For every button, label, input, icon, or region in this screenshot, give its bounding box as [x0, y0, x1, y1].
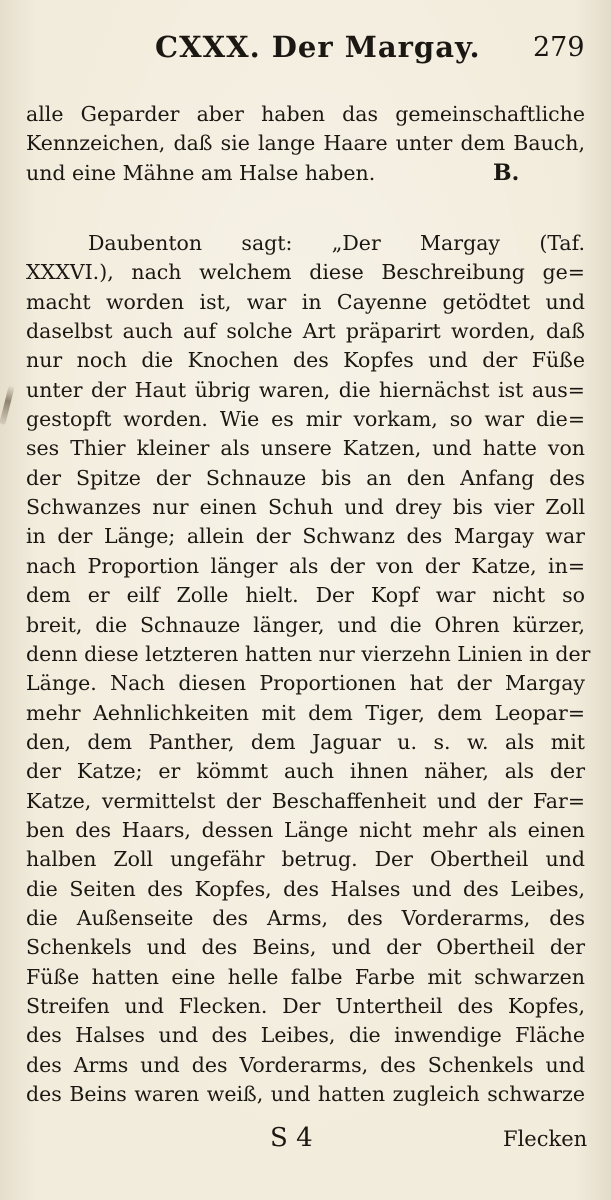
text-line: Schenkels und des Beins, und der Obertheil der: [26, 935, 585, 960]
signature-mark: S 4: [270, 1123, 313, 1153]
text-line: des Beins waren weiß, und hatten zugleich schwarze: [26, 1082, 585, 1106]
text-line: die Außenseite des Arms, des Vorderarms, des: [26, 905, 585, 930]
text-line: unter der Haut übrig waren, die hiernächst ist aus=: [26, 377, 585, 402]
running-head: [0, 30, 611, 74]
text-line: denn diese letzteren hatten nur vierzehn Linien in der: [26, 641, 591, 666]
text-line: des Arms und des Vorderarms, des Schenkels und: [26, 1052, 585, 1077]
text-line: der Katze; er kömmt auch ihnen näher, als der: [26, 759, 585, 784]
text-line: in der Länge; allein der Schwanz des Margay war: [26, 524, 585, 549]
text-line: gestopft worden. Wie es mir vorkam, so war die=: [26, 407, 585, 432]
page-footer: [0, 1123, 611, 1163]
chapter-title: CXXX. Der Margay.: [155, 30, 481, 64]
text-line: mehr Aehnlichkeiten mit dem Tiger, dem Leopar=: [26, 700, 585, 725]
text-line: nur noch die Knochen des Kopfes und der Füße: [26, 348, 585, 373]
text-line: Schwanzes nur einen Schuh und drey bis vier Zoll: [26, 495, 585, 520]
text-line: Streifen und Flecken. Der Untertheil des Kopfes,: [26, 993, 585, 1018]
margin-ink-mark: [0, 385, 15, 425]
paragraph-gap: [26, 188, 585, 229]
text-line: breit, die Schnauze länger, und die Ohren kürzer,: [26, 612, 585, 637]
text-line: Füße hatten eine helle falbe Farbe mit schwarzen: [26, 964, 585, 989]
text-line: XXXVI.), nach welchem diese Beschreibung ge=: [26, 260, 585, 285]
text-line: ses Thier kleiner als unsere Katzen, und hatte von: [26, 436, 585, 461]
text-line: ben des Haars, dessen Länge nicht mehr als einen: [26, 817, 585, 842]
text-line: Länge. Nach diesen Proportionen hat der Margay: [26, 671, 585, 696]
text-line: des Halses und des Leibes, die inwendige Fläche: [26, 1023, 585, 1048]
text-line: dem er eilf Zolle hielt. Der Kopf war nicht so: [26, 583, 585, 608]
text-line: den, dem Panther, dem Jaguar u. s. w. als mit: [26, 729, 585, 754]
text-line: und eine Mähne am Halse haben.: [26, 160, 376, 185]
catchword: Flecken: [503, 1127, 588, 1151]
text-line: die Seiten des Kopfes, des Halses und des Leibes,: [26, 876, 585, 901]
text-line: nach Proportion länger als der von der Katze, in=: [26, 553, 585, 578]
text-line: Katze, vermittelst der Beschaffenheit und der Far=: [26, 788, 585, 813]
text-line: der Spitze der Schnauze bis an den Anfang des: [26, 465, 585, 490]
text-line: alle Geparder aber haben das gemeinschaftliche: [26, 102, 585, 126]
text-line: macht worden ist, war in Cayenne getödtet und: [26, 289, 585, 314]
text-line: Kennzeichen, daß sie lange Haare unter dem Bauch,: [26, 131, 585, 156]
text-line: halben Zoll ungefähr betrug. Der Obertheil und: [26, 847, 585, 872]
author-signoff: B.: [493, 160, 520, 186]
paragraph-opening-line: Daubenton sagt: „Der Margay (Taf.: [88, 231, 585, 256]
body-text: [26, 100, 591, 1109]
page-number: 279: [533, 32, 585, 63]
text-line: daselbst auch auf solche Art präparirt worden, daß: [26, 319, 585, 344]
